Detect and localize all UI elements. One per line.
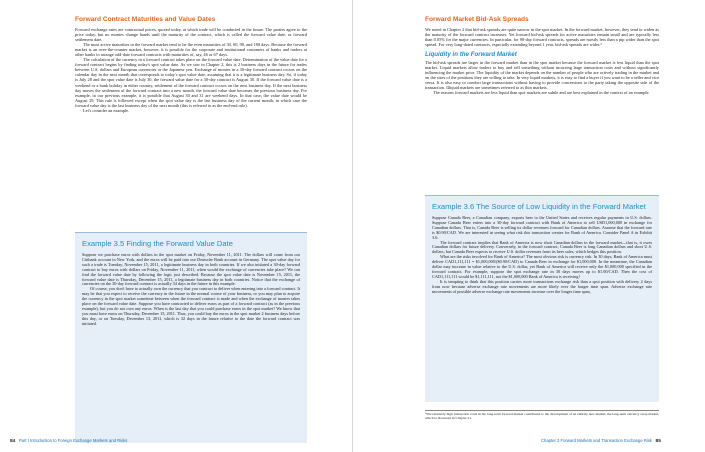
right-text-column	[425, 16, 659, 96]
left-text-column	[75, 16, 307, 113]
section-title: Forward Market Bid-Ask Spreads	[425, 16, 529, 23]
example-paragraph: Suppose we purchase euros with dollars in the spot market on Friday, November 11, 2011. The dollars will come from our Citibank account in New York, and the euros will be paid into our Deutsche Bank account in Germany. The spot value day for such a trade is Tuesday, November 15, 2011, a legitimate business day in both countries. If we also initiated a 30-day forward contract to buy euros with dollars on Friday, November 11, 2011, when would the exchange of currencies take place? We can find the forward value date by following the logic just described. Because the spot value date is November 15, 2011, the forward value date is Thursday, December 15, 2011, a legitimate business day in both countries. Notice that the exchange of currencies on the 30-day forward contract is actually 34 days in the future in this example.	[82, 252, 300, 287]
page-number: 85	[655, 439, 661, 444]
running-footer: Chapter 3 Forward Markets and Transaction Exchange Risk	[541, 438, 653, 443]
paragraph: We noted in Chapter 2 that bid-ask spreads are quite narrow in the spot market. In the forward market, however, they tend to widen as the maturity of the forward contract increases. Yet forward bid-ask spreads for active maturities remain small and are typically less than 0.05% for the major currencies. In particular, for 90-day forward contracts, spreads are mostly less than a pip wider than the spot spread. For very long-dated contracts, especially extending beyond 1 year, bid-ask spreads are wider.³	[425, 27, 659, 48]
paragraph: Let's consider an example.	[83, 107, 130, 113]
paragraph: The most active maturities in the forward market tend to be the even maturities of 30, 60, 90, and 180 days. Because the forward market is an over-the-counter market, however, it is possible for the corporate and institutional customers of banks and traders at other banks to arrange odd-date forward contracts with maturities of, say, 46 or 67 days.	[75, 42, 307, 58]
example-paragraph: What are the risks involved for Bank of America? The most obvious risk is currency risk. In 30 days, Bank of America must deliver CAD1,111,111 = $1,000,000/($0.90/CAD) to Canada Beer in exchange for $1,000,000. In the meantime, the Canadian dollar may increase in value relative to the U.S. dollar, yet Bank of America will receive only the $1,000,000 specified in the forward contract. For example, suppose the spot exchange rate in 30 days moves up to $1.00/CAD. Then the cost of CAD1,111,111 would be $1,111,111, not the $1,000,000 Bank of America is receiving!	[432, 254, 652, 279]
example-box	[425, 195, 659, 402]
example-paragraph: Suppose Canada Beer, a Canadian company, exports beer to the United States and receives regular payments in U.S. dollars. Suppose Canada Beer enters into a 30-day forward contract with Bank of America to sell USD1,000,000 in exchange for Canadian dollars. That is, Canada Beer is selling its dollar revenues forward for Canadian dollars. Assume that the forward rate is $0.90/CAD. We are interested in seeing what risk this transaction creates for Bank of America. Consider Panel A in Exhibit 3.6.	[432, 215, 652, 240]
paragraph: The reasons forward markets are less liquid than spot markets are subtle and are best explained in the context of an example.	[433, 90, 650, 96]
footnote-text: ³The relatively high transaction costs in the long-term forward market contributed to the development of an entirely new market, the long-term currency swap market, which is discussed in Chapter 21.	[425, 412, 659, 420]
subsection-title: Liquidity in the Forward Market	[425, 51, 517, 59]
running-footer: Part I Introduction to Foreign Exchange Markets and Risks	[18, 438, 128, 443]
example-title: Example 3.6 The Source of Low Liquidity in the Forward Market	[432, 202, 646, 211]
example-paragraph: Of course, you don't have to actually own the currency that you contract to deliver when entering into a forward contract. It may be that you expect to receive the currency in the future in the normal course of your business, or you may plan to acquire the currency in the spot market sometime between when the forward contract is made and when the exchange of monies takes place on the forward value date. Suppose you have contracted to deliver euros as part of a forward contract (as in the previous example), but you do not own any euros. When is the last day that you could purchase euros in the spot market? We know that you must have euros on Thursday, December 15, 2011. Thus, you could buy the euros in the spot market 2 business days before this day, or on Tuesday, December 13, 2011, which is 32 days in the future relative to the date the forward contract was initiated.	[82, 286, 300, 326]
paragraph: The calculation of the currency in a forward contract takes place on the forward value date. Determination of the value date for a forward contract begins by finding today's spot value date. As we saw in Chapter 2, this is 2 business days in the future for trades between U.S. dollars and European currencies or the Japanese yen. Exchange of monies in a 30-day forward contract occurs on the calendar day in the next month that corresponds to today's spot value date, assuming that it is a legitimate business day. So, if today is July 28 and the spot value date is July 30, the forward value date for a 30-day contract is August 30. If the forward value date is a weekend or a bank holiday in either country, settlement of the forward contract occurs on the next business day. If the next business day moves the settlement of the forward contract into a new month, the forward value date becomes the previous business day. For example, in our previous example, it is possible that August 30 and 31 are weekend days. In that case, the value date would be August 29. This rule is followed except when the spot value day is the last business day of the current month, in which case the forward value day is the last business day of the next month (this is referred to as the end-end rule).	[75, 57, 307, 108]
right-page	[353, 0, 705, 452]
paragraph: Forward exchange rates are contractual prices, quoted today, at which trade will be conducted in the future. The parties agree to the price today, but no monies change hands until the maturity of the contract, which is called the forward value date, or forward settlement date.	[75, 27, 307, 43]
section-title: Forward Contract Maturities and Value Dates	[75, 16, 216, 23]
example-paragraph: It is tempting to think that this position carries more transactions exchange risk than a spot position with delivery 2 days from now because adverse exchange rate movements are more likely over the longer time span. Adverse exchange rate movements of possible adverse exchange rate movements increase over the longer time span,	[432, 278, 652, 294]
page-footer	[541, 438, 661, 444]
page-number: 84	[10, 439, 16, 444]
paragraph: The bid-ask spreads are larger in the forward market than in the spot market because the forward market is less liquid than the spot market. Liquid markets allow traders to buy and sell something without incurring large transaction costs and without significantly influencing the market price. The liquidity of the market depends on the number of people who are actively trading in the market and on the sizes of the positions they are willing to take. In very liquid markets, it is easy to find a buyer if you want to be a seller and vice versa. It is also easy to conduct large transactions without having to provide concessions to the party taking the opposite side of the transaction. Illiquid markets are sometimes referred to as thin markets.	[425, 60, 659, 91]
footnote	[425, 410, 659, 420]
example-title: Example 3.5 Finding the Forward Value Date	[82, 239, 233, 248]
example-paragraph: The forward contract implies that Bank of America is now short Canadian dollars in the forward market—that is, it owes Canadian dollars for future delivery. Conversely, in the forward contract, Canada Beer is long Canadian dollars and short U.S. dollars, but Canada Beer expects to receive U.S. dollar revenues from its beer sales, which hedges this position.	[432, 239, 652, 255]
left-page	[0, 0, 352, 452]
example-box	[75, 232, 307, 443]
page-footer	[10, 438, 127, 444]
